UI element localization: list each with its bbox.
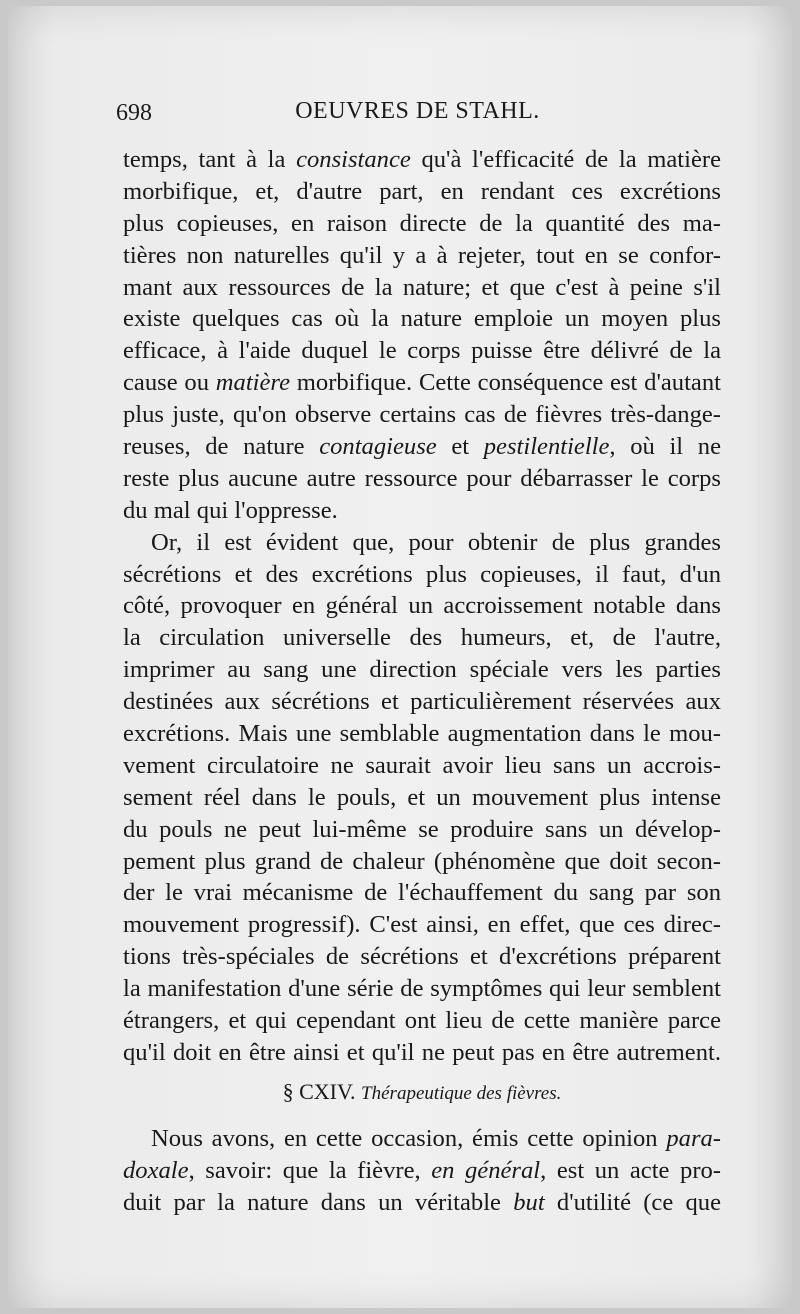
paragraph [123, 527, 721, 1069]
text-line: Or, il est évident que, pour obtenir de plus grandes [151, 528, 721, 556]
text-line: imprimer au sang une direction spéciale vers les parties [123, 656, 721, 684]
text-line: plus copieuses, en raison directe de la quantité des ma- [123, 209, 721, 237]
text-line: excrétions. Mais une semblable augmentation dans le mou- [123, 720, 721, 748]
text-line: existe quelques cas où la nature emploie un moyen plus [123, 305, 721, 333]
page-header [116, 98, 719, 132]
text-line: sécrétions et des excrétions plus copieuses, il faut, d'un [123, 560, 721, 588]
text-line: mouvement progressif). C'est ainsi, en effet, que ces direc- [123, 911, 721, 939]
text-line: du mal qui l'oppresse. [123, 496, 338, 524]
body-text [123, 144, 721, 1219]
text-line: Nous avons, en cette occasion, émis cette opinion para- [151, 1124, 721, 1152]
text-line: tières non naturelles qu'il y a à rejeter, tout en se confor- [123, 241, 721, 269]
text-line: qu'il doit en être ainsi et qu'il ne peut pas en être autrement. [123, 1038, 721, 1066]
text-line: reuses, de nature contagieuse et pestilentielle, où il ne [123, 433, 721, 461]
text-line: temps, tant à la consistance qu'à l'efficacité de la matière [123, 146, 721, 173]
text-line: tions très-spéciales de sécrétions et d'excrétions préparent [123, 943, 721, 971]
running-title: OEUVRES DE STAHL. [295, 98, 540, 124]
text-line: pement plus grand de chaleur (phénomène que doit secon- [123, 847, 721, 875]
text-line: la circulation universelle des humeurs, et, de l'autre, [123, 624, 721, 652]
book-page [8, 6, 792, 1308]
text-line: plus juste, qu'on observe certains cas de fièvres très-dange- [123, 401, 721, 429]
text-line: sement réel dans le pouls, et un mouvement plus intense [123, 783, 721, 811]
text-line: cause ou matière morbifique. Cette conséquence est d'autant [123, 369, 721, 397]
section-title: Thérapeutique des fièvres. [361, 1082, 562, 1104]
text-line: destinées aux sécrétions et particulièrement réservées aux [123, 688, 721, 716]
text-line: efficace, à l'aide duquel le corps puisse être délivré de la [123, 337, 721, 365]
text-line: étrangers, et qui cependant ont lieu de cette manière parce [123, 1007, 721, 1035]
text-line: du pouls ne peut lui-même se produire sans un dévelop- [123, 815, 721, 843]
text-line: côté, provoquer en général un accroissement notable dans [123, 592, 721, 620]
text-line: doxale, savoir: que la fièvre, en général, est un acte pro- [123, 1156, 721, 1184]
text-line: mant aux ressources de la nature; et que c'est à peine s'il [123, 273, 721, 301]
text-line: la manifestation d'une série de symptômes qui leur semblent [123, 975, 721, 1003]
text-line: reste plus aucune autre ressource pour débarrasser le corps [123, 464, 721, 492]
paragraph [123, 144, 721, 527]
section-mark: § CXIV. [282, 1078, 356, 1104]
text-line: der le vrai mécanisme de l'échauffement du sang par son [123, 879, 721, 907]
text-line: vement circulatoire ne saurait avoir lieu sans un accrois- [123, 751, 721, 779]
text-line: morbifique, et, d'autre part, en rendant ces excrétions [123, 177, 721, 205]
page-number: 698 [116, 100, 152, 126]
text-line: duit par la nature dans un véritable but d'utilité (ce que [123, 1188, 721, 1216]
section-heading [123, 1075, 721, 1109]
paragraph [123, 1123, 721, 1219]
